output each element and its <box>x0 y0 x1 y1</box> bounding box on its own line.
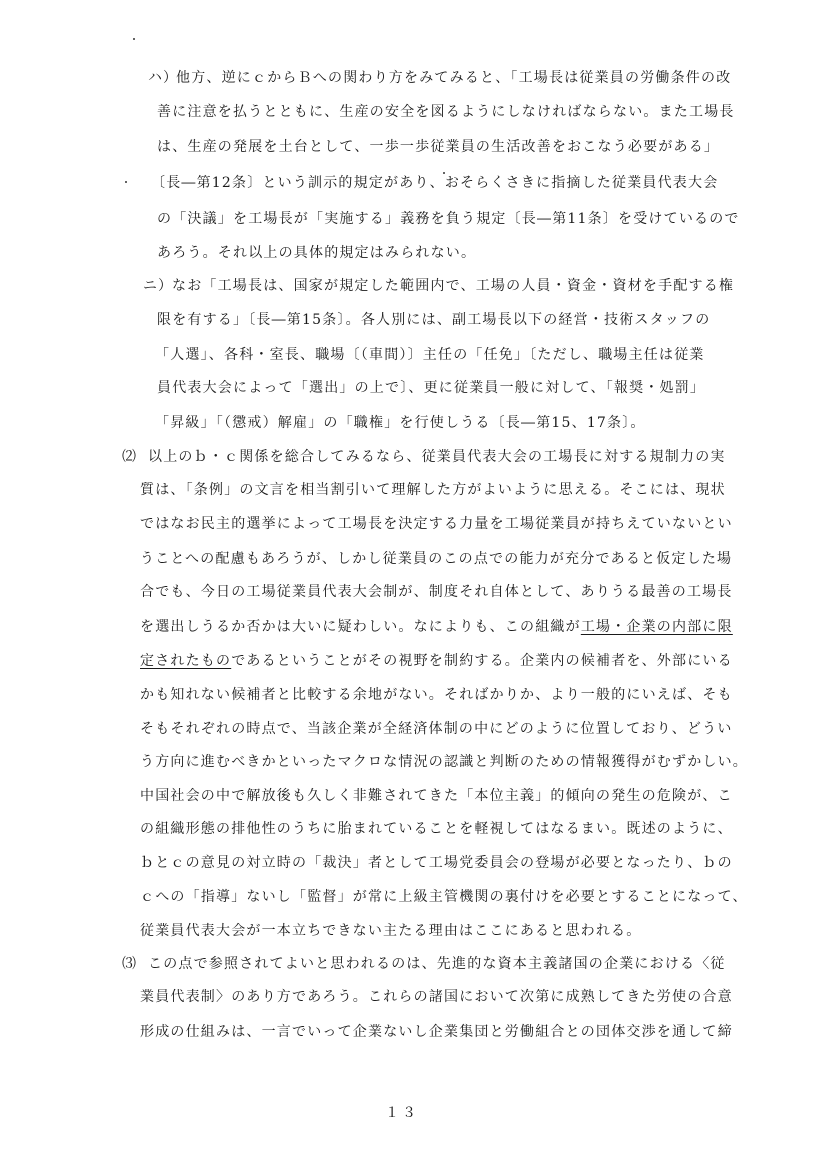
scan-speck <box>125 181 127 183</box>
page-number: １３ <box>385 1105 419 1121</box>
text-line: 他方、逆にｃからＢへの関わり方をみてみると、「工場長は従業員の労働条件の改 <box>176 70 732 86</box>
text-line: の「決議」を工場長が「実施する」義務を負う規定〔長―第11条〕を受けているので <box>157 211 740 227</box>
underlined-phrase: 定されたもの <box>140 653 232 669</box>
text-line: の組織形態の排他性のうちに胎まれていることを軽視してはなるまい。既述のように、 <box>140 821 733 837</box>
text-line: 中国社会の中で解放後も久しく非難されてきた「本位主義」的傾向の発生の危険が、こ <box>140 788 733 804</box>
item-marker-3: ⑶ <box>122 956 137 972</box>
text-line: 以上のｂ・ｃ関係を総合してみるなら、従業員代表大会の工場長に対する規制力の実 <box>148 449 726 465</box>
text-line: 「昇級」「（懲戒）解雇」の「職権」を行使しうる〔長―第15、17条〕。 <box>155 415 646 431</box>
item-marker-2: ⑵ <box>122 449 137 465</box>
underlined-phrase: 工場・企業の内部に限 <box>580 619 733 635</box>
text-line: 「人選」、各科・室長、職場〔（車間）〕主任の「任免」〔ただし、職場主任は従業 <box>155 347 705 363</box>
text-line: は、生産の発展を土台として、一歩一歩従業員の生活改善をおこなう必要がある」 <box>157 139 720 155</box>
text-line: う方向に進むべきかといったマクロな情況の認識と判断のための情報獲得がむずかしい。 <box>140 754 748 770</box>
text-line: かも知れない候補者と比較する余地がない。そればかりか、より一般的にいえば、そも <box>140 687 733 703</box>
text-line: うことへの配慮もあろうが、しかし従業員のこの点での能力が充分であると仮定した場 <box>140 551 733 567</box>
text-line: 限を有する」〔長―第15条〕。各人別には、副工場長以下の経営・技術スタッフの <box>157 312 711 328</box>
text-line: 員代表大会によって「選出」の上で〕、更に従業員一般に対して、「報奨・処罰」 <box>157 380 706 396</box>
text-line: 質は、「条例」の文言を相当割引いて理解した方がよいように思える。そこには、現状 <box>140 482 726 498</box>
text-line: ｃへの「指導」ないし「監督」が常に上級主管機関の裏付けを必要とすることになって、 <box>140 889 748 905</box>
text-line: 定されたものであるということがその視野を制約する。企業内の候補者を、外部にいる <box>140 653 733 669</box>
text-line: 合でも、今日の工場従業員代表大会制が、制度それ自体として、ありうる最善の工場長 <box>140 584 733 600</box>
scan-speck <box>133 38 135 40</box>
text-line: を選出しうるか否かは大いに疑わしい。なによりも、この組織が工場・企業の内部に限 <box>140 619 733 635</box>
text-line: そもそれぞれの時点で、当該企業が全経済体制の中にどのように位置しており、どうい <box>140 721 733 737</box>
text-line: あろう。それ以上の具体的規定はみられない。 <box>157 245 477 261</box>
text-line: 業員代表制〉のあり方であろう。これらの諸国において次第に成熟してきた労使の合意 <box>140 989 733 1005</box>
text-line: ｂとｃの意見の対立時の「裁決」者として工場党委員会の登場が必要となったり、ｂの <box>140 855 733 871</box>
text-line: 〔長―第12条〕という訓示的規定があり、おそらくさきに指摘した従業員代表大会 <box>151 175 719 191</box>
item-marker-ni: ニ） <box>143 278 173 294</box>
text-line: ではなお民主的選挙によって工場長を決定する力量を工場従業員が持ちえていないとい <box>140 516 733 532</box>
item-marker-ha: ハ） <box>148 70 178 86</box>
text-line: この点で参照されてよいと思われるのは、先進的な資本主義諸国の企業における〈従 <box>148 956 726 972</box>
text-line: なお「工場長は、国家が規定した範囲内で、工場の人員・資金・資材を手配する権 <box>172 278 735 294</box>
text-line: 善に注意を払うとともに、生産の安全を図るようにしなければならない。また工場長 <box>157 104 735 120</box>
text-line: 形成の仕組みは、一言でいって企業ないし企業集団と労働組合との団体交渉を通して締 <box>140 1024 733 1040</box>
text-line: 従業員代表大会が一本立ちできない主たる理由はここにあると思われる。 <box>140 923 642 939</box>
